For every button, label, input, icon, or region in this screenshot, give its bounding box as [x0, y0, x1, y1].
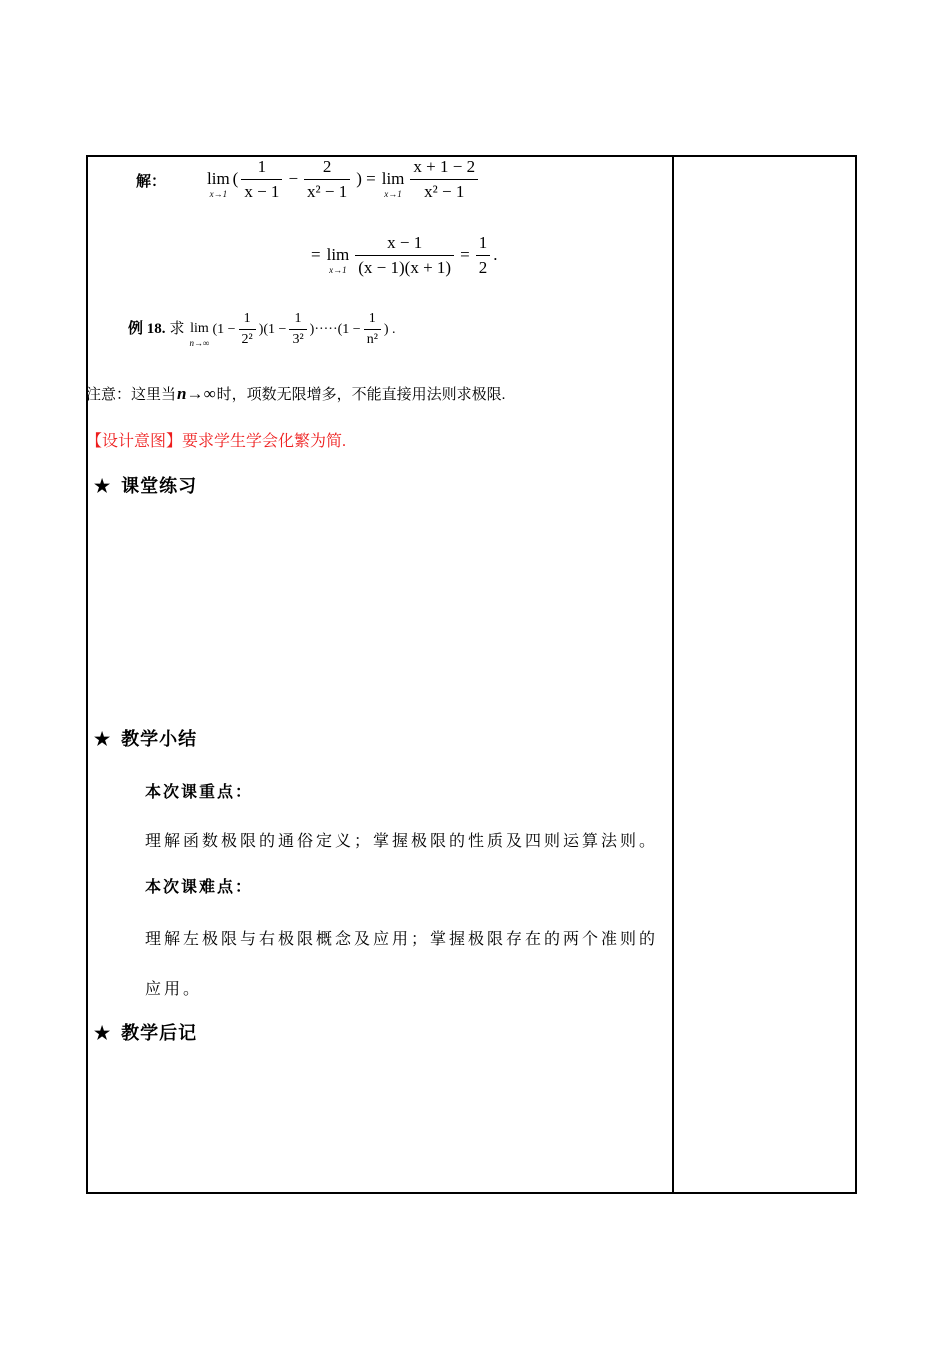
fraction-denominator: 2: [478, 257, 488, 277]
fraction-denominator: (x − 1)(x + 1): [358, 257, 452, 277]
close-paren-equals: ) =: [356, 169, 376, 189]
difficulty-text-line-1: 理解左极限与右极限概念及应用；掌握极限存在的两个准则的: [145, 931, 659, 948]
fraction-denominator: n²: [366, 332, 378, 348]
factor-close: ) .: [383, 321, 396, 337]
fraction-numerator: 2: [304, 157, 350, 180]
period: .: [493, 245, 498, 265]
limit-operator: [327, 236, 350, 275]
equals-sign: =: [311, 245, 321, 265]
example-18: [128, 311, 396, 348]
table-column-divider: [672, 155, 674, 1194]
example-ask: 求: [169, 320, 185, 337]
key-points-label: 本次课重点：: [145, 784, 254, 801]
example-label: 例 18.: [128, 320, 166, 337]
limit-operator: [190, 312, 210, 348]
design-intent: 【设计意图】要求学生学会化繁为简.: [86, 433, 347, 450]
fraction: [239, 311, 256, 348]
fraction-numerator: 1: [239, 311, 256, 330]
limit-operator: [382, 160, 405, 199]
lim-subscript: x→1: [209, 188, 228, 199]
note-text-after: 时，项数无限增多，不能直接用法则求极限.: [216, 387, 506, 403]
limit-operator: [207, 160, 230, 199]
lim-text: lim: [326, 244, 350, 264]
fraction-numerator: x − 1: [355, 233, 454, 256]
factor-open: )·····(1 −: [309, 321, 361, 337]
solution-formula-line-1: [204, 157, 481, 201]
fraction-denominator: 2²: [241, 332, 253, 348]
lim-subscript: n→∞: [189, 337, 210, 348]
fraction-denominator: x² − 1: [307, 181, 348, 201]
fraction: [304, 157, 350, 201]
lim-text: lim: [381, 168, 405, 188]
section-title: 教学后记: [121, 1023, 198, 1043]
note-paragraph: [86, 383, 505, 404]
solution-label: 解：: [136, 174, 167, 190]
star-icon: ★: [94, 476, 112, 496]
factor-open: (1 −: [212, 321, 236, 337]
difficulty-text-line-2: 应用。: [145, 981, 203, 998]
fraction-numerator: 1: [241, 157, 282, 180]
result-fraction: [476, 233, 491, 277]
fraction: [410, 157, 478, 201]
fraction: [364, 311, 381, 348]
factor-open: )(1 −: [258, 321, 287, 337]
section-title: 课堂练习: [121, 476, 198, 496]
fraction-numerator: 1: [364, 311, 381, 330]
section-heading-summary: [94, 725, 197, 751]
section-title: 教学小结: [121, 729, 198, 749]
fraction: [355, 233, 454, 277]
fraction-denominator: x − 1: [244, 181, 280, 201]
difficulty-label: 本次课难点：: [145, 879, 254, 896]
fraction-numerator: 1: [476, 233, 491, 256]
section-heading-postscript: [94, 1019, 197, 1045]
note-limit-symbol: n→∞: [177, 384, 216, 403]
section-heading-practice: [94, 472, 197, 498]
open-paren: (: [232, 169, 239, 189]
fraction-numerator: x + 1 − 2: [410, 157, 478, 180]
minus-sign: −: [288, 169, 299, 189]
star-icon: ★: [94, 729, 112, 749]
lim-subscript: x→1: [329, 264, 347, 275]
solution-formula-line-2: [308, 233, 497, 277]
key-points-text: 理解函数极限的通俗定义；掌握极限的性质及四则运算法则。: [145, 833, 659, 850]
fraction-denominator: 3²: [292, 332, 304, 348]
fraction-denominator: x² − 1: [424, 181, 465, 201]
fraction: [241, 157, 282, 201]
note-text-before: 注意：这里当: [86, 387, 177, 403]
lim-text: lim: [190, 320, 209, 336]
lim-text: lim: [207, 168, 230, 188]
fraction-numerator: 1: [289, 311, 306, 330]
equals-sign: =: [460, 245, 470, 265]
star-icon: ★: [94, 1023, 112, 1043]
lim-subscript: x→1: [384, 188, 402, 199]
fraction: [289, 311, 306, 348]
